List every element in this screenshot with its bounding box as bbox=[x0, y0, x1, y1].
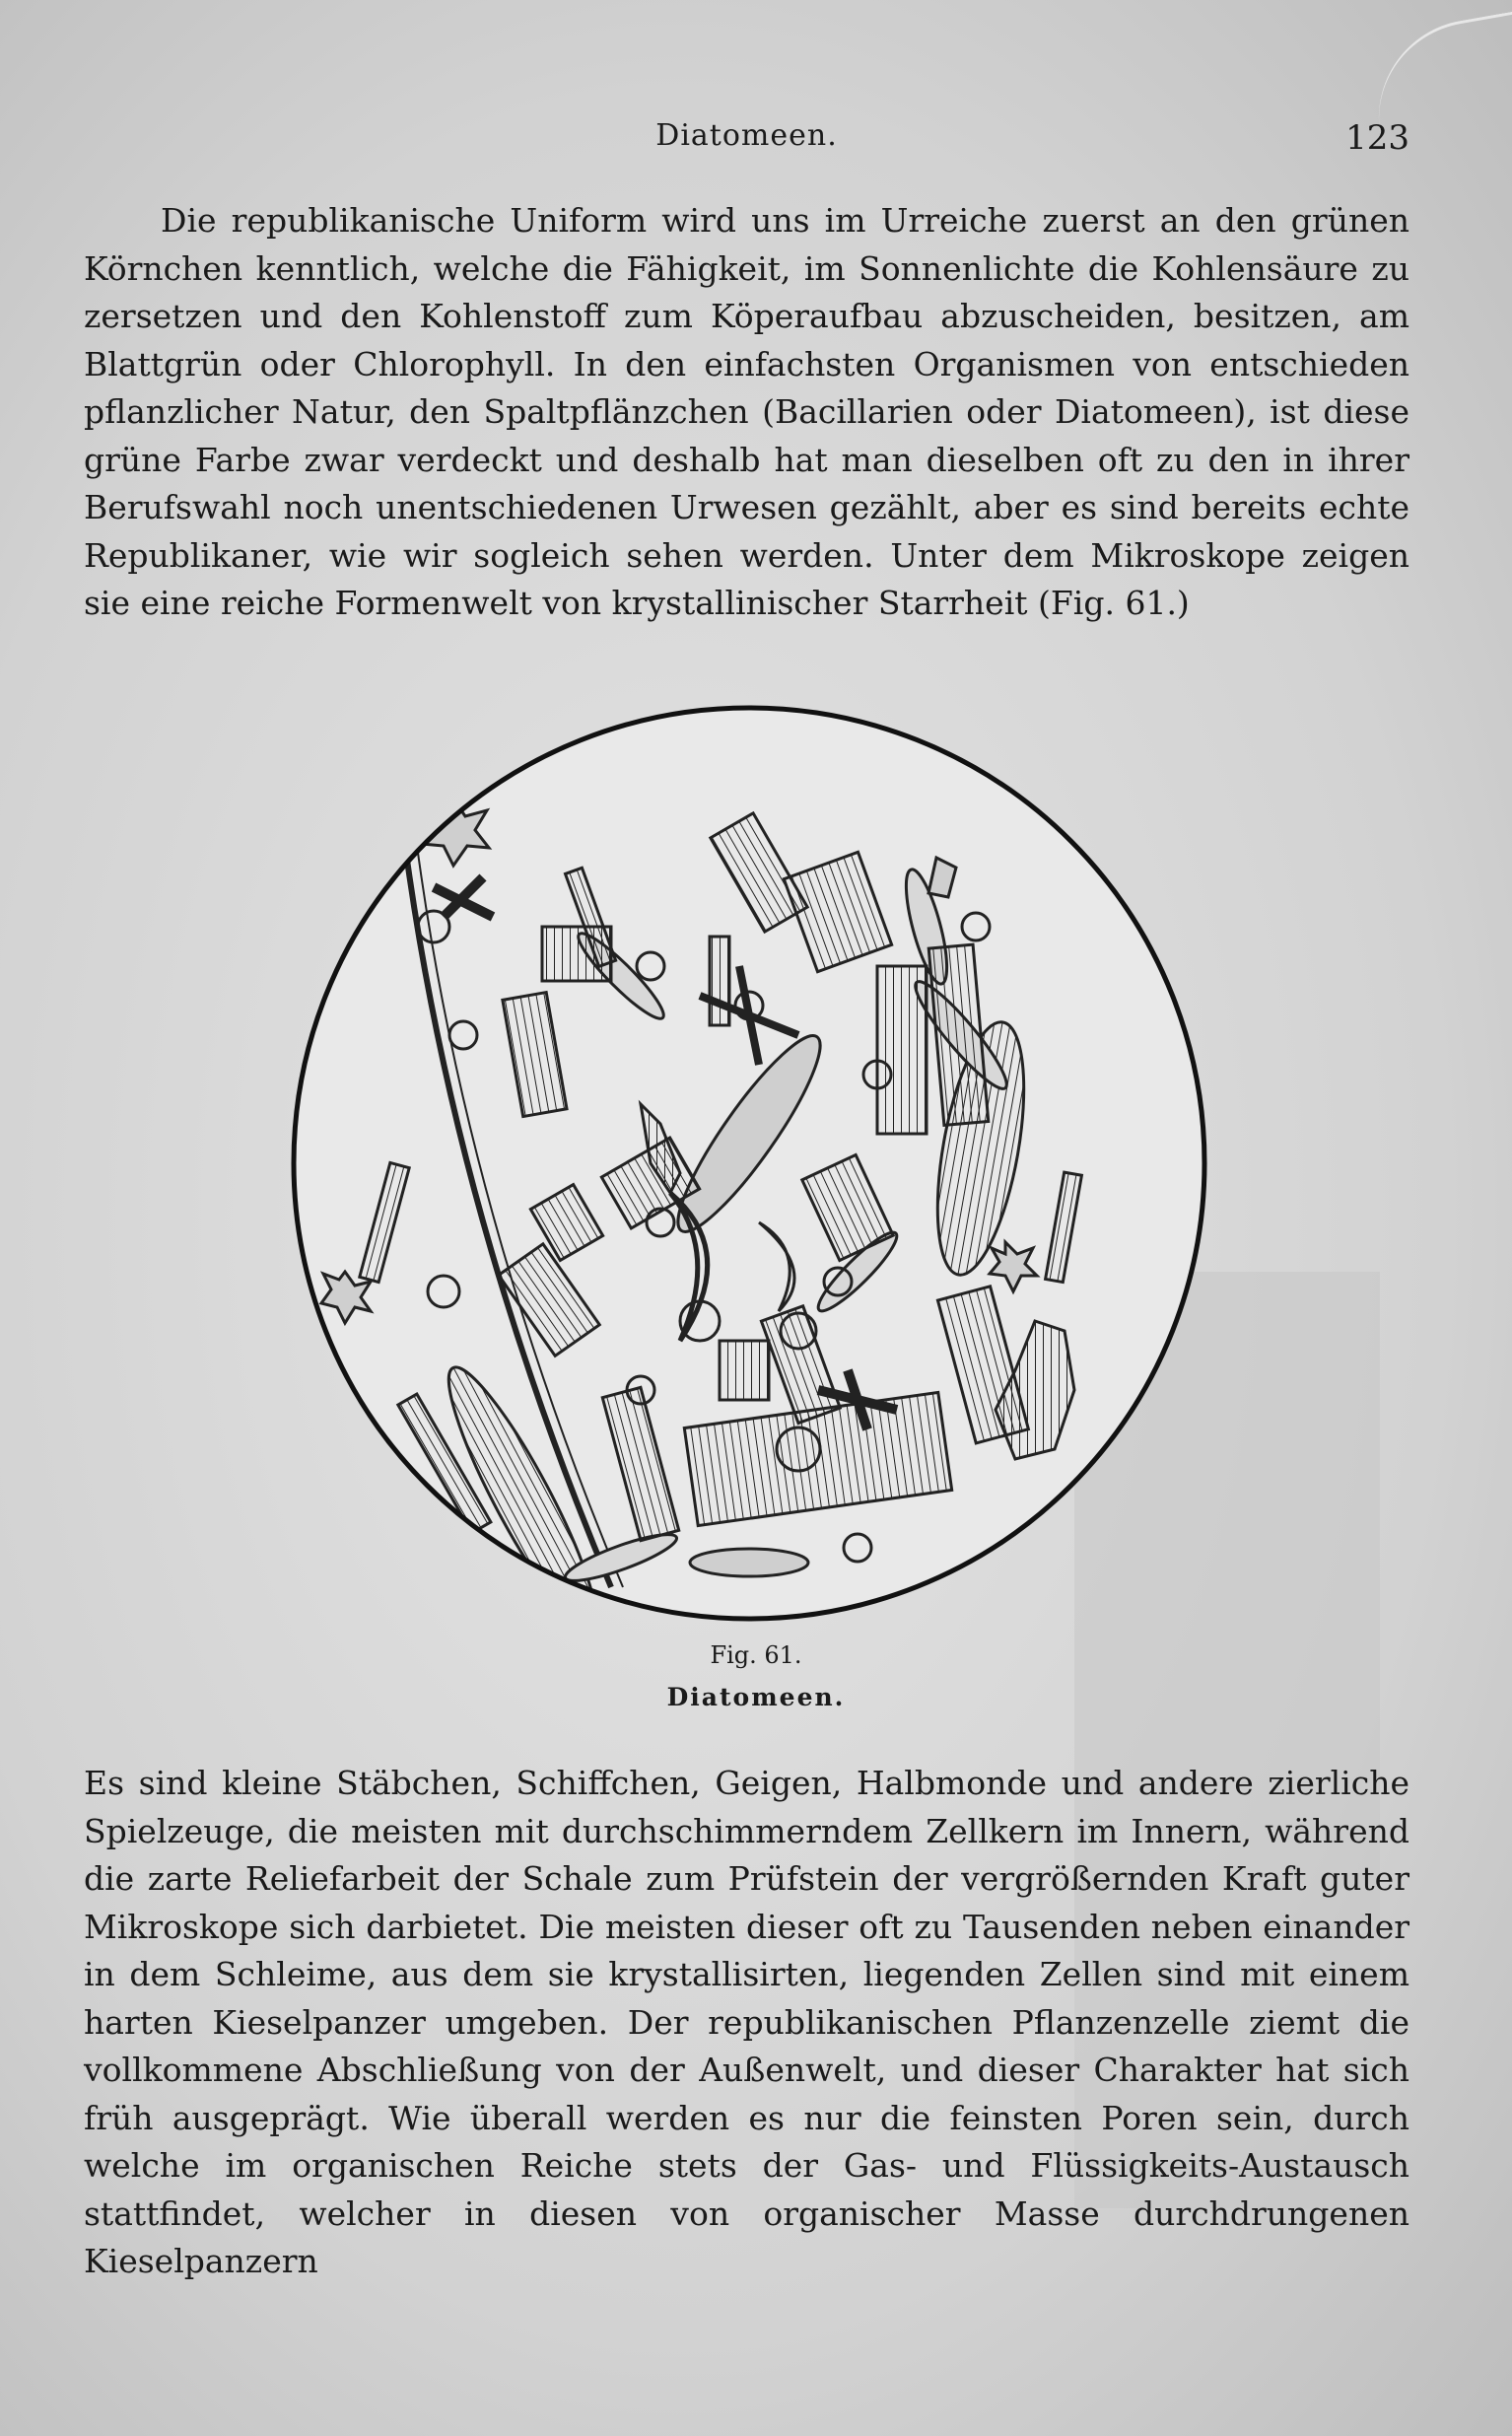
page-number: 123 bbox=[1345, 118, 1409, 158]
page-header bbox=[84, 110, 1409, 170]
paragraph-upper bbox=[84, 197, 1409, 628]
diatom-illustration bbox=[286, 700, 1212, 1627]
paragraph-2-text: Es sind kleine Stäbchen, Schiffchen, Geigen, Halbmonde und andere zierliche Spielzeuge, die meisten mit durchschimmerndem Zellkern im Innern, während die zarte Reliefarbeit der Schale zum Prüfstein der vergrößernden Kraft guter Mikroskope sich darbietet. Die meisten dieser oft zu Tausenden neben einander in dem Schleime, aus dem sie krystallisirten, liegenden Zellen sind mit einem harten Kieselpanzer umgeben. Der republikanischen Pflanzenzelle ziemt die vollkommene Abschließung von der Außenwelt, und dieser Charakter hat sich früh ausgeprägt. Wie überall werden es nur die feinsten Poren sein, durch welche im organischen Reiche stets der Gas- und Flüssigkeits-Austausch stattfindet, welcher in diesen von organischer Masse durchdrungenen Kieselpanzern bbox=[84, 1764, 1409, 2280]
paragraph-lower bbox=[84, 1760, 1409, 2286]
paragraph-1-text: Die republikanische Uniform wird uns im Urreiche zuerst an den grünen Körnchen kenntlich, welche die Fähigkeit, im Sonnenlichte die Kohlensäure zu zersetzen und den Kohlenstoff zum Köperaufbau abzuscheiden, besitzen, am Blattgrün oder Chlorophyll. In den einfachsten Organismen von entschieden pflanzlicher Natur, den Spaltpflänzchen (Bacillarien oder Diatomeen), ist diese grüne Farbe zwar verdeckt und deshalb hat man dieselben oft zu den in ihrer Berufswahl noch unentschiedenen Urwesen gezählt, aber es sind bereits echte Republikaner, wie wir sogleich sehen werden. Unter dem Mikroskope zeigen sie eine reiche Formenwelt von krystallinischer Starrheit (Fig. 61.) bbox=[84, 201, 1409, 622]
running-head: Diatomeen. bbox=[655, 118, 838, 153]
figure-number: Fig. 61. bbox=[710, 1641, 802, 1669]
diatom-microscope-view bbox=[286, 700, 1212, 1627]
figure-caption: Diatomeen. bbox=[666, 1683, 846, 1711]
